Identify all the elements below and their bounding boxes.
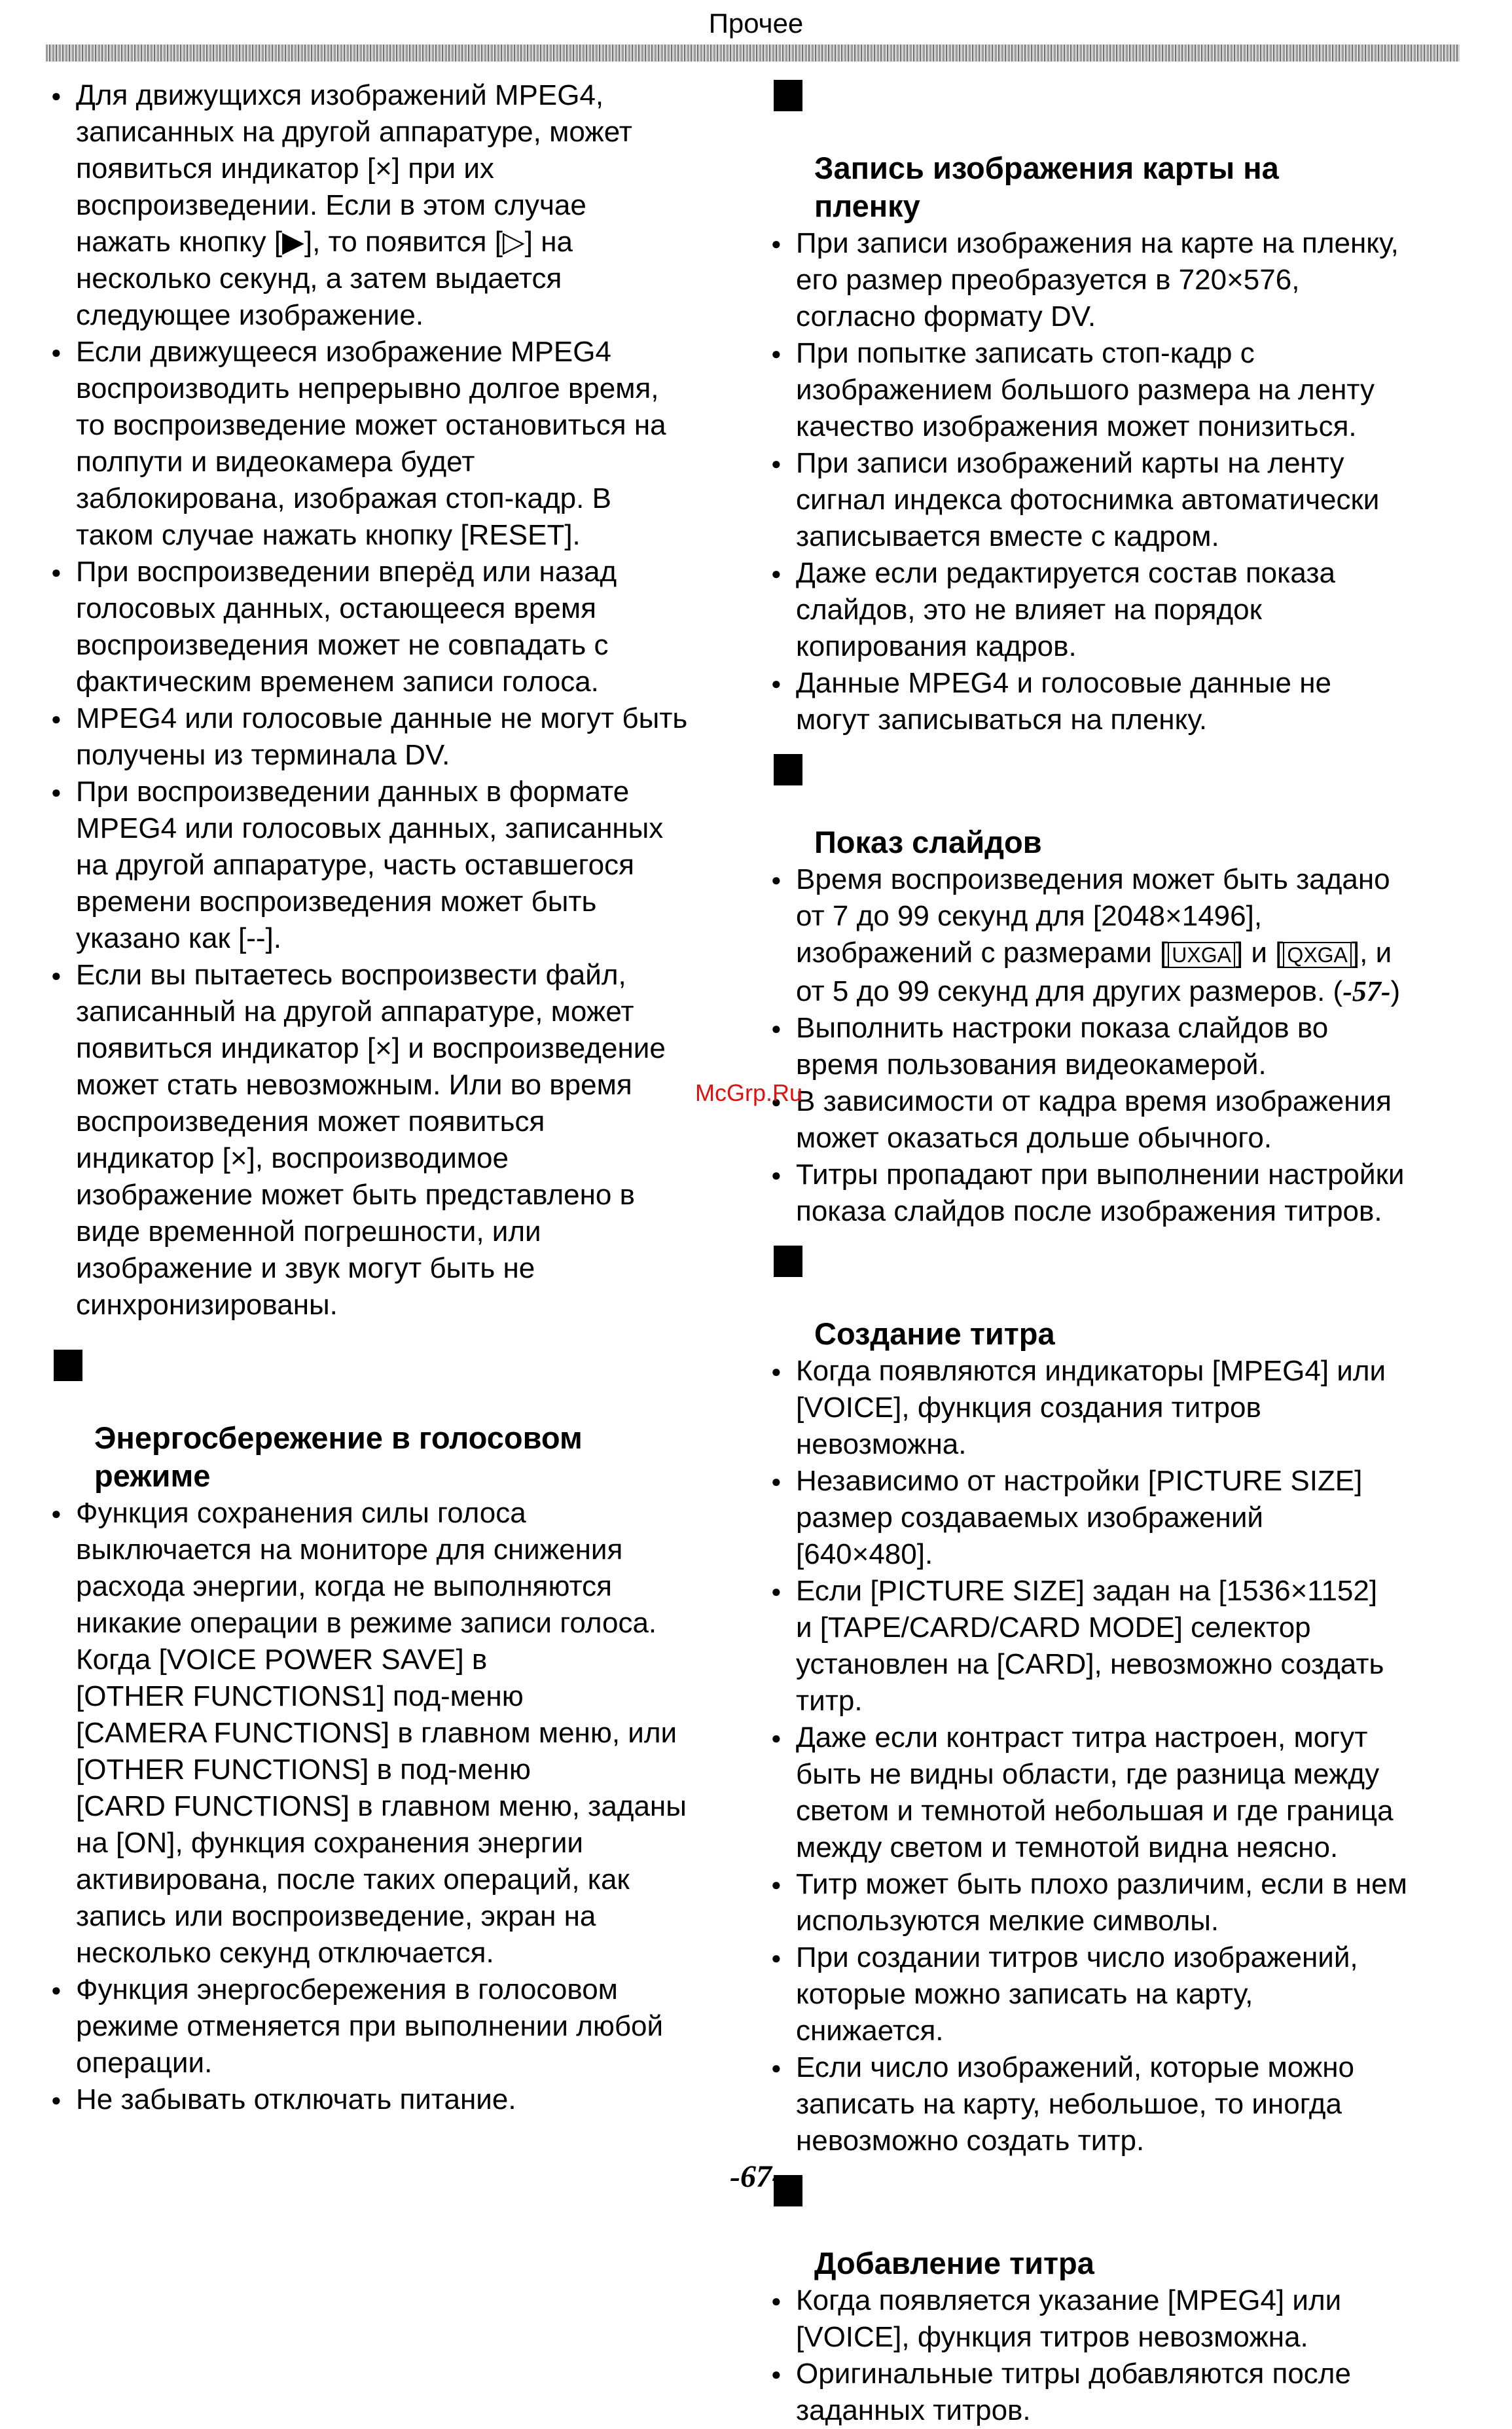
section-heading-text: Энергосбережение в голосовом режиме [94, 1420, 583, 1493]
list-item-text: Время воспроизведения может быть задано от 7 до 99 секунд для [2048×1496], изображений с размерами [ [796, 863, 1390, 969]
right-column [771, 73, 1458, 2429]
section-heading-text: Показ слайдов [814, 825, 1042, 859]
list-item: ● MPEG4 или голосовые данные не могут быть получены из терминала DV. [51, 700, 732, 774]
list-item: ● В зависимости от кадра время изображения может оказаться дольше обычного. [771, 1083, 1458, 1157]
heading-marker [774, 754, 802, 785]
list-item-text: ] и [ [1234, 937, 1284, 969]
list-item: ● При создании титров число изображений, которые можно записать на карту, снижается. [771, 1939, 1458, 2049]
list-item: ● Когда появляются индикаторы [MPEG4] или [VOICE], функция создания титров невозможна. [771, 1353, 1458, 1463]
heading-marker [774, 80, 802, 111]
list-item: ● При воспроизведении данных в формате MPEG4 или голосовых данных, записанных на другой аппаратуре, часть оставшегося времени воспроизведения может быть указано как [--]. [51, 774, 732, 957]
list-item: ● При воспроизведении вперёд или назад голосовых данных, остающееся время воспроизведения может не совпадать с фактическим временем записи голоса. [51, 554, 732, 700]
page-reference: -57- [1342, 975, 1391, 1007]
list-item: ● При записи изображений карты на ленту сигнал индекса фотоснимка автоматически записывается вместе с кадром. [771, 445, 1458, 555]
left-column [51, 77, 732, 2118]
section-heading-card-to-tape [771, 73, 1458, 225]
list-item: ● При попытке записать стоп-кадр с изображением большого размера на ленту качество изображения может понизиться. [771, 335, 1458, 445]
heading-marker [774, 1246, 802, 1277]
section-heading-energy-saving [51, 1343, 732, 1495]
section-heading-text: Создание титра [814, 1316, 1055, 1351]
list-item: ● Для движущихся изображений MPEG4, записанных на другой аппаратуре, может появиться индикатор [×] при их воспроизведении. Если в этом случае нажать кнопку [▶], то появится [▷] на несколько секунд, а затем выдается следующее изображение. [51, 77, 732, 334]
section-heading-slideshow [771, 747, 1458, 861]
list-item: ● Не забывать отключать питание. [51, 2081, 732, 2118]
watermark: McGrp.Ru [695, 1079, 803, 1106]
list-item: ● Если вы пытаетесь воспроизвести файл, записанный на другой аппаратуре, может появиться индикатор [×] и воспроизведение может стать невозможным. Или во время воспроизведения может появиться индикатор [×], воспроизводимое изображение может быть представлено в виде временной погрешности, или изображение и звук могут быть не синхронизированы. [51, 957, 732, 1323]
list-item: ● Оригинальные титры добавляются после заданных титров. [771, 2356, 1458, 2429]
section-heading-text: Добавление титра [814, 2246, 1094, 2280]
page-header-title: Прочее [708, 8, 804, 39]
list-item-text: ], и от 5 до 99 секунд для других размеров. ( [796, 937, 1392, 1007]
list-item: ● При записи изображения на карте на пленку, его размер преобразуется в 720×576, согласно формату DV. [771, 225, 1458, 335]
list-item: ● Даже если контраст титра настроен, могут быть не видны области, где разница между светом и темнотой небольшая и где граница между светом и темнотой видна неясно. [771, 1719, 1458, 1866]
list-item: ● Независимо от настройки [PICTURE SIZE] размер создаваемых изображений [640×480]. [771, 1463, 1458, 1573]
list-item: ● Если число изображений, которые можно записать на карту, небольшое, то иногда невозможно создать титр. [771, 2049, 1458, 2159]
list-item: ● Функция энергосбережения в голосовом режиме отменяется при выполнении любой операции. [51, 1971, 732, 2081]
list-item [771, 861, 1458, 1010]
page-number: -67- [730, 2159, 782, 2194]
uxga-size-badge: UXGA [1168, 942, 1235, 968]
list-item: ● Данные MPEG4 и голосовые данные не могут записываться на пленку. [771, 665, 1458, 738]
list-item: ● Если движущееся изображение MPEG4 воспроизводить непрерывно долгое время, то воспроизведение может остановиться на полпути и видеокамера будет заблокирована, изображая стоп-кадр. В таком случае нажать кнопку [RESET]. [51, 334, 732, 554]
list-item: ● Функция сохранения силы голоса выключается на мониторе для снижения расхода энергии, когда не выполняются никакие операции в режиме записи голоса. Когда [VOICE POWER SAVE] в [OTHER FUNCTIONS1] под-меню [CAMERA FUNCTIONS] в главном меню, или [OTHER FUNCTIONS] в под-меню [CARD FUNCTIONS] в главном меню, заданы на [ON], функция сохранения энергии активирована, после таких операций, как запись или воспроизведение, экран на несколько секунд отключается. [51, 1495, 732, 1971]
heading-marker [54, 1350, 82, 1381]
qxga-size-badge: QXGA [1283, 942, 1351, 968]
list-item: ● Даже если редактируется состав показа слайдов, это не влияет на порядок копирования кадров. [771, 555, 1458, 665]
list-item: ● Титры пропадают при выполнении настройки показа слайдов после изображения титров. [771, 1157, 1458, 1230]
section-heading-text: Запись изображения карты на пленку [814, 151, 1279, 223]
list-item: ● Когда появляется указание [MPEG4] или [VOICE], функция титров невозможна. [771, 2282, 1458, 2356]
section-heading-title-create [771, 1239, 1458, 1353]
list-item-text: ) [1390, 975, 1401, 1007]
list-item: ● Выполнить настроки показа слайдов во время пользования видеокамерой. [771, 1010, 1458, 1083]
list-item: ● Титр может быть плохо различим, если в нем используются мелкие символы. [771, 1866, 1458, 1939]
header-rule [46, 45, 1460, 62]
list-item: ● Если [PICTURE SIZE] задан на [1536×1152] и [TAPE/CARD/CARD MODE] селектор установлен на [CARD], невозможно создать титр. [771, 1573, 1458, 1719]
